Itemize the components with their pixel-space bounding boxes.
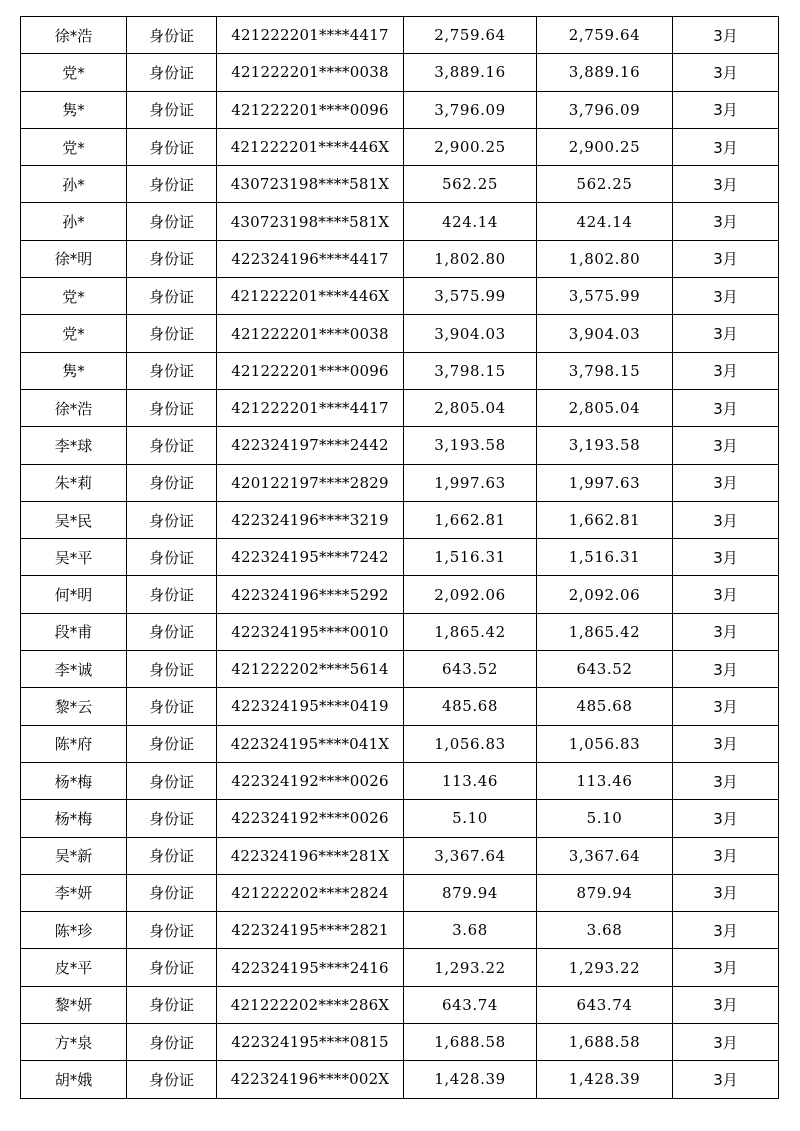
amount-b-cell: 3,798.15: [537, 352, 673, 389]
name-cell: 党*: [21, 54, 127, 91]
id-type-cell: 身份证: [127, 54, 217, 91]
month-cell: 3月: [673, 874, 779, 911]
name-cell: 党*: [21, 278, 127, 315]
amount-a-cell: 643.52: [404, 651, 537, 688]
name-cell: 杨*梅: [21, 762, 127, 799]
id-number-cell: 422324195****2416: [217, 949, 404, 986]
table-row: [21, 389, 779, 426]
id-number-cell: 422324196****281X: [217, 837, 404, 874]
id-type-cell: 身份证: [127, 91, 217, 128]
table-row: [21, 1024, 779, 1061]
name-cell: 吴*新: [21, 837, 127, 874]
name-cell: 方*泉: [21, 1024, 127, 1061]
month-cell: 3月: [673, 837, 779, 874]
id-type-cell: 身份证: [127, 725, 217, 762]
amount-b-cell: 1,293.22: [537, 949, 673, 986]
id-type-cell: 身份证: [127, 912, 217, 949]
id-type-cell: 身份证: [127, 315, 217, 352]
table-row: [21, 352, 779, 389]
id-number-cell: 421222202****5614: [217, 651, 404, 688]
id-type-cell: 身份证: [127, 800, 217, 837]
amount-b-cell: 879.94: [537, 874, 673, 911]
amount-b-cell: 1,428.39: [537, 1061, 673, 1098]
id-type-cell: 身份证: [127, 278, 217, 315]
month-cell: 3月: [673, 949, 779, 986]
amount-b-cell: 2,900.25: [537, 128, 673, 165]
table-row: [21, 1061, 779, 1098]
amount-a-cell: 3,889.16: [404, 54, 537, 91]
month-cell: 3月: [673, 539, 779, 576]
amount-a-cell: 485.68: [404, 688, 537, 725]
name-cell: 孙*: [21, 203, 127, 240]
id-number-cell: 422324195****0419: [217, 688, 404, 725]
name-cell: 党*: [21, 128, 127, 165]
month-cell: 3月: [673, 912, 779, 949]
id-type-cell: 身份证: [127, 688, 217, 725]
amount-b-cell: 3,575.99: [537, 278, 673, 315]
month-cell: 3月: [673, 613, 779, 650]
id-number-cell: 421222201****446X: [217, 128, 404, 165]
id-type-cell: 身份证: [127, 240, 217, 277]
id-number-cell: 422324192****0026: [217, 800, 404, 837]
id-number-cell: 420122197****2829: [217, 464, 404, 501]
table-row: [21, 278, 779, 315]
amount-b-cell: 643.74: [537, 986, 673, 1023]
table-row: [21, 203, 779, 240]
table-row: [21, 427, 779, 464]
amount-b-cell: 2,759.64: [537, 17, 673, 54]
amount-b-cell: 1,997.63: [537, 464, 673, 501]
month-cell: 3月: [673, 762, 779, 799]
month-cell: 3月: [673, 389, 779, 426]
amount-a-cell: 3,796.09: [404, 91, 537, 128]
name-cell: 孙*: [21, 166, 127, 203]
month-cell: 3月: [673, 427, 779, 464]
month-cell: 3月: [673, 17, 779, 54]
amount-a-cell: 562.25: [404, 166, 537, 203]
month-cell: 3月: [673, 464, 779, 501]
name-cell: 李*球: [21, 427, 127, 464]
month-cell: 3月: [673, 352, 779, 389]
table-row: [21, 166, 779, 203]
name-cell: 何*明: [21, 576, 127, 613]
amount-b-cell: 3,367.64: [537, 837, 673, 874]
amount-b-cell: 1,802.80: [537, 240, 673, 277]
id-type-cell: 身份证: [127, 166, 217, 203]
table-row: [21, 912, 779, 949]
name-cell: 胡*娥: [21, 1061, 127, 1098]
amount-b-cell: 2,805.04: [537, 389, 673, 426]
id-number-cell: 422324195****0815: [217, 1024, 404, 1061]
id-number-cell: 421222201****0096: [217, 352, 404, 389]
id-number-cell: 422324192****0026: [217, 762, 404, 799]
table-body: [21, 17, 779, 1099]
id-number-cell: 430723198****581X: [217, 203, 404, 240]
table-row: [21, 688, 779, 725]
amount-a-cell: 1,997.63: [404, 464, 537, 501]
table-row: [21, 762, 779, 799]
id-number-cell: 421222201****4417: [217, 389, 404, 426]
amount-b-cell: 1,688.58: [537, 1024, 673, 1061]
id-number-cell: 421222202****286X: [217, 986, 404, 1023]
id-type-cell: 身份证: [127, 1024, 217, 1061]
id-type-cell: 身份证: [127, 651, 217, 688]
amount-a-cell: 1,662.81: [404, 501, 537, 538]
table-row: [21, 874, 779, 911]
id-type-cell: 身份证: [127, 1061, 217, 1098]
name-cell: 隽*: [21, 91, 127, 128]
id-type-cell: 身份证: [127, 613, 217, 650]
id-number-cell: 421222201****446X: [217, 278, 404, 315]
month-cell: 3月: [673, 986, 779, 1023]
name-cell: 陈*府: [21, 725, 127, 762]
name-cell: 朱*莉: [21, 464, 127, 501]
month-cell: 3月: [673, 576, 779, 613]
amount-b-cell: 3,193.58: [537, 427, 673, 464]
amount-a-cell: 3,575.99: [404, 278, 537, 315]
id-number-cell: 421222201****0096: [217, 91, 404, 128]
amount-a-cell: 2,900.25: [404, 128, 537, 165]
id-number-cell: 422324196****3219: [217, 501, 404, 538]
id-number-cell: 421222201****0038: [217, 54, 404, 91]
id-type-cell: 身份证: [127, 501, 217, 538]
id-number-cell: 421222202****2824: [217, 874, 404, 911]
amount-a-cell: 3,798.15: [404, 352, 537, 389]
amount-b-cell: 3,796.09: [537, 91, 673, 128]
name-cell: 党*: [21, 315, 127, 352]
id-number-cell: 422324195****2821: [217, 912, 404, 949]
name-cell: 段*甫: [21, 613, 127, 650]
amount-a-cell: 1,428.39: [404, 1061, 537, 1098]
id-type-cell: 身份证: [127, 837, 217, 874]
month-cell: 3月: [673, 315, 779, 352]
month-cell: 3月: [673, 278, 779, 315]
amount-a-cell: 1,802.80: [404, 240, 537, 277]
name-cell: 黎*妍: [21, 986, 127, 1023]
id-number-cell: 422324196****5292: [217, 576, 404, 613]
month-cell: 3月: [673, 688, 779, 725]
amount-a-cell: 1,056.83: [404, 725, 537, 762]
table-row: [21, 128, 779, 165]
id-number-cell: 422324195****0010: [217, 613, 404, 650]
amount-a-cell: 879.94: [404, 874, 537, 911]
amount-a-cell: 3,367.64: [404, 837, 537, 874]
name-cell: 徐*明: [21, 240, 127, 277]
month-cell: 3月: [673, 1061, 779, 1098]
amount-a-cell: 2,092.06: [404, 576, 537, 613]
amount-b-cell: 3,904.03: [537, 315, 673, 352]
amount-b-cell: 1,662.81: [537, 501, 673, 538]
name-cell: 徐*浩: [21, 389, 127, 426]
table-row: [21, 501, 779, 538]
table-row: [21, 240, 779, 277]
name-cell: 李*诚: [21, 651, 127, 688]
table-row: [21, 986, 779, 1023]
month-cell: 3月: [673, 128, 779, 165]
month-cell: 3月: [673, 240, 779, 277]
name-cell: 杨*梅: [21, 800, 127, 837]
amount-b-cell: 485.68: [537, 688, 673, 725]
month-cell: 3月: [673, 203, 779, 240]
amount-a-cell: 3.68: [404, 912, 537, 949]
id-type-cell: 身份证: [127, 352, 217, 389]
amount-b-cell: 3.68: [537, 912, 673, 949]
amount-b-cell: 113.46: [537, 762, 673, 799]
amount-b-cell: 1,056.83: [537, 725, 673, 762]
amount-b-cell: 643.52: [537, 651, 673, 688]
id-type-cell: 身份证: [127, 17, 217, 54]
amount-b-cell: 1,516.31: [537, 539, 673, 576]
name-cell: 黎*云: [21, 688, 127, 725]
month-cell: 3月: [673, 725, 779, 762]
id-type-cell: 身份证: [127, 986, 217, 1023]
id-number-cell: 422324196****002X: [217, 1061, 404, 1098]
amount-a-cell: 113.46: [404, 762, 537, 799]
amount-b-cell: 424.14: [537, 203, 673, 240]
id-number-cell: 422324195****041X: [217, 725, 404, 762]
id-type-cell: 身份证: [127, 576, 217, 613]
table-row: [21, 837, 779, 874]
id-number-cell: 430723198****581X: [217, 166, 404, 203]
table-row: [21, 613, 779, 650]
id-type-cell: 身份证: [127, 762, 217, 799]
amount-a-cell: 1,293.22: [404, 949, 537, 986]
month-cell: 3月: [673, 1024, 779, 1061]
amount-a-cell: 424.14: [404, 203, 537, 240]
name-cell: 李*妍: [21, 874, 127, 911]
id-number-cell: 421222201****0038: [217, 315, 404, 352]
amount-a-cell: 2,759.64: [404, 17, 537, 54]
name-cell: 皮*平: [21, 949, 127, 986]
name-cell: 吴*民: [21, 501, 127, 538]
amount-a-cell: 3,904.03: [404, 315, 537, 352]
table-row: [21, 17, 779, 54]
table-row: [21, 539, 779, 576]
amount-a-cell: 1,865.42: [404, 613, 537, 650]
amount-b-cell: 1,865.42: [537, 613, 673, 650]
amount-a-cell: 643.74: [404, 986, 537, 1023]
month-cell: 3月: [673, 651, 779, 688]
id-type-cell: 身份证: [127, 539, 217, 576]
id-number-cell: 422324197****2442: [217, 427, 404, 464]
table-row: [21, 651, 779, 688]
month-cell: 3月: [673, 91, 779, 128]
table-row: [21, 800, 779, 837]
amount-b-cell: 5.10: [537, 800, 673, 837]
month-cell: 3月: [673, 800, 779, 837]
amount-b-cell: 3,889.16: [537, 54, 673, 91]
month-cell: 3月: [673, 166, 779, 203]
id-type-cell: 身份证: [127, 128, 217, 165]
id-number-cell: 422324195****7242: [217, 539, 404, 576]
id-type-cell: 身份证: [127, 464, 217, 501]
data-table: [20, 16, 779, 1099]
table-row: [21, 576, 779, 613]
amount-b-cell: 2,092.06: [537, 576, 673, 613]
id-type-cell: 身份证: [127, 203, 217, 240]
table-row: [21, 315, 779, 352]
name-cell: 陈*珍: [21, 912, 127, 949]
amount-a-cell: 2,805.04: [404, 389, 537, 426]
id-type-cell: 身份证: [127, 949, 217, 986]
amount-b-cell: 562.25: [537, 166, 673, 203]
id-type-cell: 身份证: [127, 427, 217, 464]
name-cell: 徐*浩: [21, 17, 127, 54]
amount-a-cell: 1,688.58: [404, 1024, 537, 1061]
id-number-cell: 421222201****4417: [217, 17, 404, 54]
table-row: [21, 949, 779, 986]
month-cell: 3月: [673, 501, 779, 538]
id-type-cell: 身份证: [127, 389, 217, 426]
name-cell: 吴*平: [21, 539, 127, 576]
id-number-cell: 422324196****4417: [217, 240, 404, 277]
table-row: [21, 464, 779, 501]
name-cell: 隽*: [21, 352, 127, 389]
table-row: [21, 54, 779, 91]
table-row: [21, 91, 779, 128]
month-cell: 3月: [673, 54, 779, 91]
amount-a-cell: 3,193.58: [404, 427, 537, 464]
id-type-cell: 身份证: [127, 874, 217, 911]
amount-a-cell: 1,516.31: [404, 539, 537, 576]
amount-a-cell: 5.10: [404, 800, 537, 837]
table-row: [21, 725, 779, 762]
